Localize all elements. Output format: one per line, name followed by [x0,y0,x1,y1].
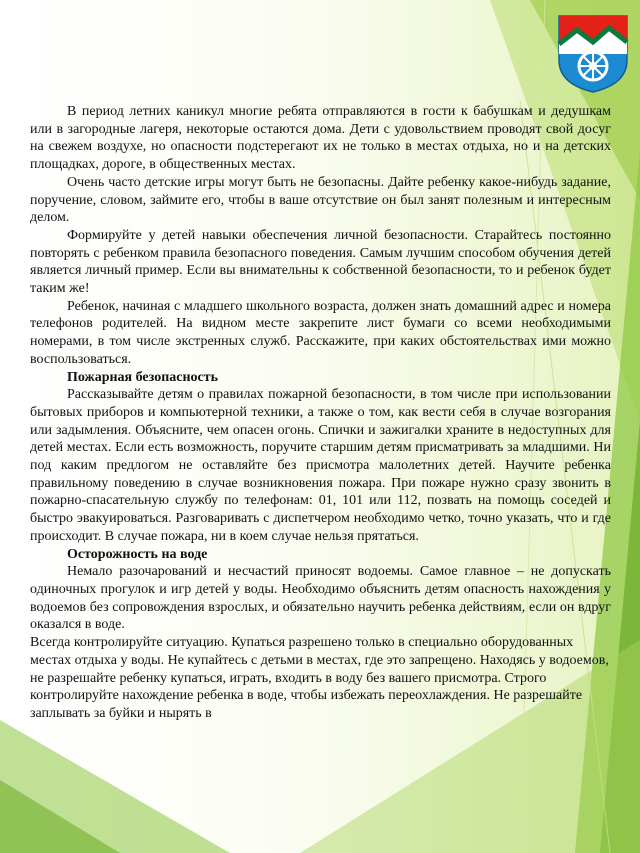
paragraph-games: Очень часто детские игры могут быть не безопасны. Дайте ребенку какое-нибудь задание, поручение, словом, займите его, чтобы в ваше отсутствие он был занят полезным и интересным делом. [30,174,611,226]
paragraph-fire-safety: Рассказывайте детям о правилах пожарной безопасности, в том числе при использовании бытовых приборов и компьютерной техники, а также о том, как вести себя в случае возгорания или задымления. Объясните, чем опасен огонь. Спички и зажигалки храните в недоступных для детей местах. Если есть возможность, поручите старшим детям присматривать за младшими. Ни под каким предлогом не оставляйте без присмотра малолетних детей. Научите ребенка правильному поведению в случае возникновения пожара. При пожаре нужно сразу звонить в пожарно-спасательную службу по телефонам: 01, 101 или 112, позвать на помощь соседей и быстро эвакуироваться. Разговаривать с диспетчером необходимо четко, точно указать, что и где происходит. В случае пожара, ни в коем случае нельзя прятаться. [30,387,611,544]
paragraph-phone-numbers: Ребенок, начиная с младшего школьного возраста, должен знать домашний адрес и номера телефонов родителей. На видном месте закрепите лист бумаги со всеми необходимыми номерами, в том числе экстренных служб. Расскажите, при каких обстоятельствах ими можно воспользоваться. [30,298,611,367]
paragraph-water-control: Всегда контролируйте ситуацию. Купаться разрешено только в специально оборудованных местах отдыха у воды. Не купайтесь с детьми в местах, где это запрещено. Находясь у водоемов, не разрешайте ребенку купаться, играть, входить в воду без вашего присмотра. Строго контролируйте нахождение ребенка в воде, чтобы избежать переохлаждения. Не разрешайте заплывать за буйки и нырять в [30,635,609,721]
heading-fire-safety: Пожарная безопасность [67,369,219,385]
paragraph-intro: В период летних каникул многие ребята отправляются в гости к бабушкам и дедушкам или в загородные лагеря, некоторые остаются дома. Дети с удовольствием проводят свой досуг на свежем воздухе, но опасности подстерегают их не только в местах отдыха, но и на детских площадках, дороге, в общественных местах. [30,104,611,173]
paragraph-water-dangers: Немало разочарований и несчастий приносят водоемы. Самое главное – не допускать одиночных прогулок и игр детей у воды. Необходимо объяснить детям опасность нахождения у водоемов без сопровождения взрослых, и обязательно научить ребенка действиям, если он вдруг оказался в воде. [30,564,611,633]
document-body [30,103,611,723]
paragraph-personal-safety: Формируйте у детей навыки обеспечения личной безопасности. Старайтесь постоянно повторять с ребенком правила безопасного поведения. Самым лучшим способом обучения детей является личный пример. Если вы внимательны к собственной безопасности, то и ребенок будет таким же! [30,227,611,297]
municipal-coat-of-arms-icon [557,14,629,94]
heading-water-safety: Осторожность на воде [67,546,208,562]
